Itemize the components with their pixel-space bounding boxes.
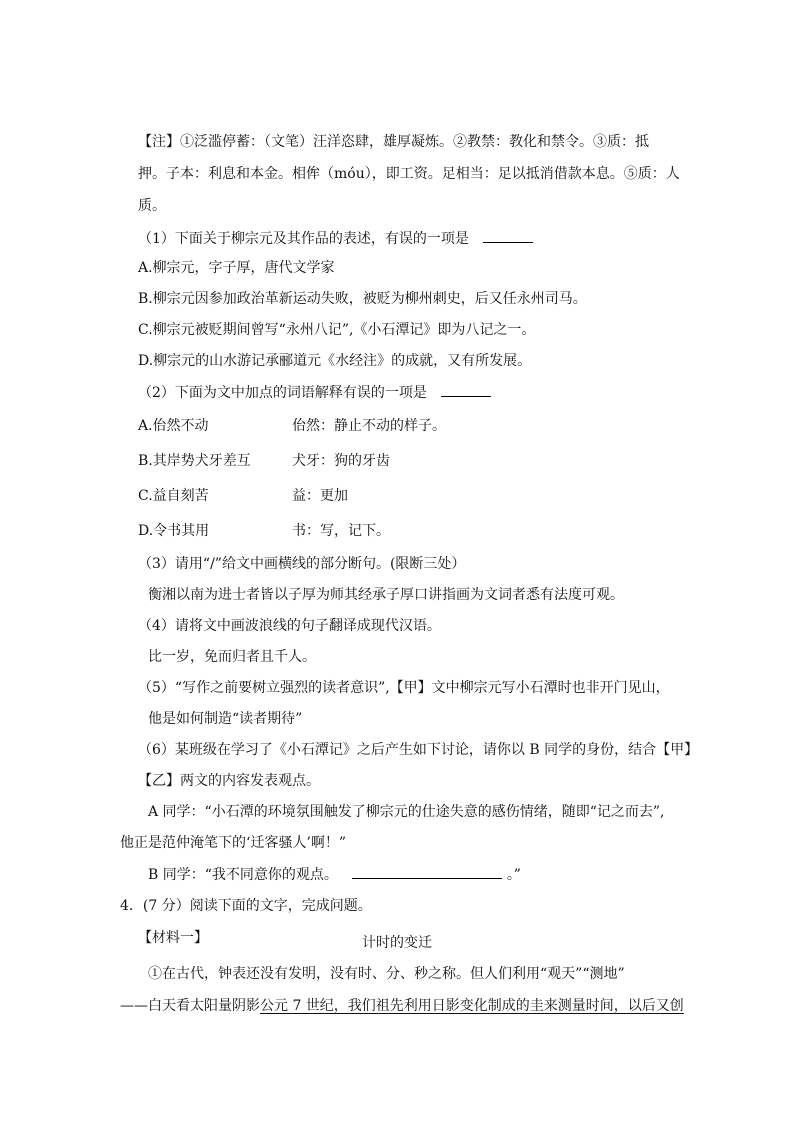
q1-option-c: C.柳宗元被贬期间曾写“永州八记”,《小石潭记》即为八记之一。 bbox=[138, 322, 536, 338]
q6-line-2: 【乙】两文的内容发表观点。 bbox=[138, 773, 320, 789]
q2-stem-text: （2）下面为文中加点的词语解释有误的一项是 bbox=[138, 385, 427, 401]
q6-answer-blank[interactable] bbox=[352, 864, 502, 879]
q1-answer-blank[interactable] bbox=[483, 228, 533, 243]
q1-option-b: B.柳宗元因参加政治革新运动失败，被贬为柳州刺史，后又任永州司马。 bbox=[138, 291, 587, 307]
q1-option-d: D.柳宗元的山水游记承郦道元《水经注》的成就，又有所发展。 bbox=[138, 353, 532, 369]
material-p1-line-1: ①在古代，钟表还没有发明，没有时、分、秒之称。但人们利用“观天”“测地” bbox=[148, 966, 625, 982]
q1-option-a: A.柳宗元，字子厚，唐代文学家 bbox=[138, 260, 335, 276]
q6-student-a-line-2: 他正是范仲淹笔下的‘迁客骚人’啊！” bbox=[120, 835, 347, 851]
q2-option-a-def: 佁然：静止不动的样子。 bbox=[292, 418, 446, 434]
q5-line-2: 他是如何制造“读者期待” bbox=[148, 711, 303, 727]
material-label: 【材料一】 bbox=[138, 930, 208, 946]
q6-student-a-line-1: A 同学：“小石潭的环境氛围触发了柳宗元的仕途失意的感伤情绪，随即“记之而去”, bbox=[148, 804, 665, 820]
q2-option-c-def: 益：更加 bbox=[292, 488, 348, 504]
q6-student-b-suffix: 。” bbox=[506, 867, 521, 883]
q2-answer-blank[interactable] bbox=[441, 382, 491, 397]
q2-option-d-def: 书：写，记下。 bbox=[292, 523, 390, 539]
q2-option-d-term: D.令书其用 bbox=[138, 523, 210, 539]
q6-student-b bbox=[148, 864, 521, 885]
q2-option-b-def: 犬牙：狗的牙齿 bbox=[292, 453, 390, 469]
note-line-3: 质。 bbox=[138, 198, 166, 214]
material-p1-line-2-plain: ——白天看太阳量阴影 bbox=[120, 998, 260, 1014]
q4-stem: （4）请将文中画波浪线的句子翻译成现代汉语。 bbox=[138, 618, 441, 634]
material-p1-line-2 bbox=[120, 996, 684, 1016]
q1-stem-text: （1）下面关于柳宗元及其作品的表述，有误的一项是 bbox=[138, 231, 469, 247]
material-p1-line-2-underlined: 公元 7 世纪，我们祖先利用日影变化制成的圭来测量时间，以后又创 bbox=[260, 998, 684, 1014]
q2-stem bbox=[138, 382, 491, 403]
q2-option-a-term: A.佁然不动 bbox=[138, 418, 209, 434]
q2-option-c-term: C.益自刻苦 bbox=[138, 488, 209, 504]
q6-line-1: （6）某班级在学习了《小石潭记》之后产生如下讨论，请你以 B 同学的身份，结合【甲】 bbox=[138, 742, 699, 758]
section4-stem: 4．(7 分）阅读下面的文字，完成问题。 bbox=[120, 898, 372, 914]
q6-student-b-prefix: B 同学：“我不同意你的观点。 bbox=[148, 867, 338, 883]
q1-stem bbox=[138, 228, 533, 249]
note-line-1: 【注】①泛滥停蓄：（文笔）汪洋恣肆，雄厚凝炼。②教禁：教化和禁令。③质：抵 bbox=[138, 134, 649, 150]
q2-option-b-term: B.其岸势犬牙差互 bbox=[138, 453, 251, 469]
q5-line-1: （5）“写作之前要树立强烈的读者意识”,【甲】文中柳宗元写小石潭时也非开门见山， bbox=[138, 680, 670, 696]
note-line-2: 押。子本：利息和本金。相侔（móu），即工资。足相当：足以抵消借款本息。⑤质：人 bbox=[138, 166, 680, 182]
q3-stem: （3）请用“/”给文中画横线的部分断句。(限断三处） bbox=[138, 556, 466, 572]
q4-text: 比一岁，免而归者且千人。 bbox=[148, 649, 316, 665]
q3-text: 衡湘以南为进士者皆以子厚为师其经承子厚口讲指画为文词者悉有法度可观。 bbox=[148, 587, 624, 603]
material-title: 计时的变迁 bbox=[362, 935, 432, 951]
